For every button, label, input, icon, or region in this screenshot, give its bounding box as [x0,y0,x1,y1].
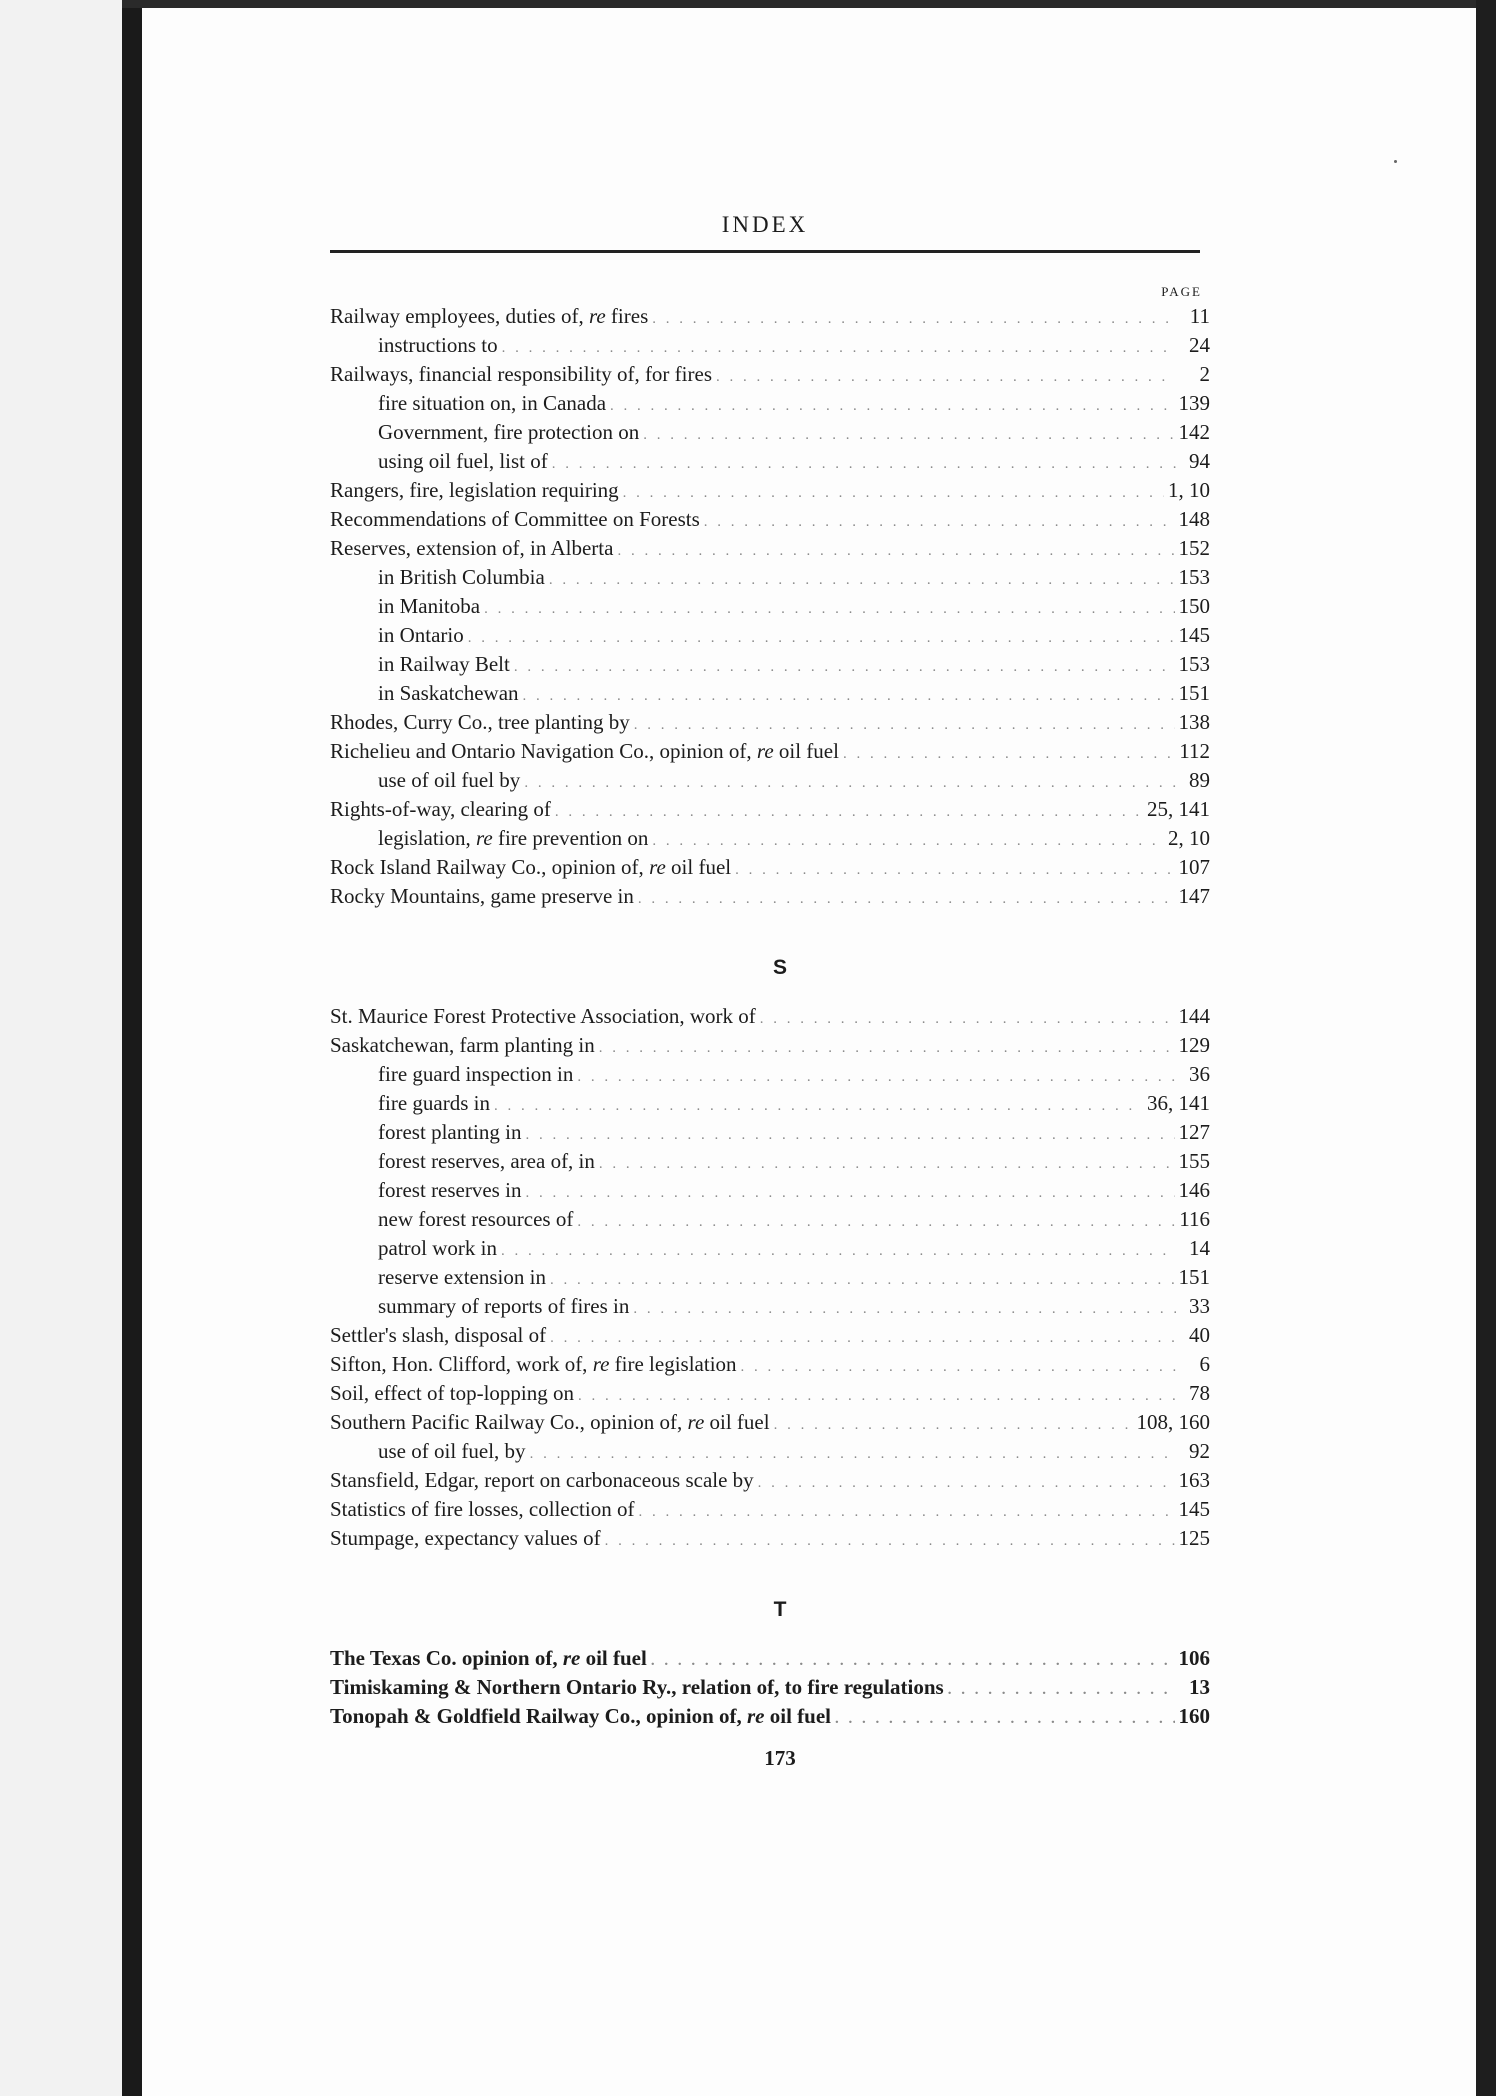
dot-leader [552,456,1176,473]
index-subentry [330,420,1210,449]
dot-leader [525,1185,1174,1202]
index-subentry [330,623,1210,652]
entry-page: 107 [1178,855,1210,879]
entry-page: 148 [1178,507,1210,531]
entry-text: Stumpage, expectancy values of [330,1526,601,1550]
index-subentry [330,449,1210,478]
index-entry [330,362,1210,391]
entry-text: patrol work in [378,1236,497,1260]
index-subentry [330,1294,1210,1323]
dot-leader [704,514,1175,531]
index-entry [330,1381,1210,1410]
index-entry [330,797,1210,826]
entry-text: Tonopah & Goldfield Railway Co., opinion of, re oil fuel [330,1704,831,1728]
dot-leader [555,804,1143,821]
entry-text: legislation, re fire prevention on [378,826,649,850]
entry-text: using oil fuel, list of [378,449,548,473]
dot-leader [760,1011,1175,1028]
index-subentry [330,594,1210,623]
entry-page: 25, 141 [1147,797,1210,821]
index-entry [330,855,1210,884]
index-entry [330,1352,1210,1381]
index-subentry [330,1178,1210,1207]
dot-leader [578,1388,1176,1405]
entry-page: 150 [1178,594,1210,618]
entry-page: 151 [1178,681,1210,705]
entry-page: 155 [1178,1149,1210,1173]
index-entry [330,507,1210,536]
dot-leader [735,862,1174,879]
index-subentry [330,1091,1210,1120]
entry-text: in Railway Belt [378,652,510,676]
dot-leader [550,1330,1176,1347]
entry-page: 145 [1178,1497,1210,1521]
page-column-head: PAGE [1161,284,1202,299]
entry-page: 152 [1178,536,1210,560]
entry-text: Timiskaming & Northern Ontario Ry., relation of, to fire regulations [330,1675,944,1699]
scan-speck [1394,160,1397,163]
section-letter-s: S [772,956,787,979]
entry-page: 129 [1178,1033,1210,1057]
index-entry [330,1675,1210,1704]
scan-top-edge [122,0,1496,8]
dot-leader [468,630,1175,647]
dot-leader [741,1359,1176,1376]
entry-page: 151 [1178,1265,1210,1289]
dot-leader [638,1504,1174,1521]
dot-leader [524,775,1176,792]
entry-text: Richelieu and Ontario Navigation Co., opinion of, re oil fuel [330,739,839,763]
index-subentry [330,333,1210,362]
entry-page: 160 [1178,1704,1210,1728]
index-subentry [330,1062,1210,1091]
scan-right-edge [1476,0,1496,2096]
entry-page: 116 [1179,1207,1210,1231]
index-subentry [330,1439,1210,1468]
dot-leader [633,1301,1176,1318]
entry-page: 138 [1178,710,1210,734]
entry-text: new forest resources of [378,1207,574,1231]
index-entry [330,710,1210,739]
index-section-r [330,304,1210,913]
entry-text: Railway employees, duties of, re fires [330,304,649,328]
index-entry [330,1704,1210,1733]
dot-leader [599,1156,1175,1173]
entry-page: 92 [1189,1439,1210,1463]
entry-text: fire guards in [378,1091,490,1115]
entry-page: 106 [1178,1646,1210,1670]
entry-page: 144 [1178,1004,1210,1028]
entry-text: Government, fire protection on [378,420,640,444]
index-entry [330,1468,1210,1497]
dot-leader [843,746,1175,763]
dot-leader [549,572,1175,589]
dot-leader [835,1711,1175,1728]
dot-leader [652,311,1176,328]
entry-text: fire guard inspection in [378,1062,574,1086]
head-rule [330,250,1200,253]
entry-page: 147 [1178,884,1210,908]
index-subentry [330,1265,1210,1294]
dot-leader [651,1653,1175,1670]
entry-page: 127 [1178,1120,1210,1144]
dot-leader [523,688,1175,705]
index-subentry [330,565,1210,594]
entry-text: in Saskatchewan [378,681,519,705]
entry-text: Southern Pacific Railway Co., opinion of, re oil fuel [330,1410,770,1434]
entry-page: 112 [1179,739,1210,763]
entry-page: 6 [1199,1352,1210,1376]
entry-text: reserve extension in [378,1265,546,1289]
entry-page: 153 [1178,652,1210,676]
index-entry [330,1033,1210,1062]
entry-text: St. Maurice Forest Protective Association, work of [330,1004,756,1028]
entry-page: 13 [1189,1675,1210,1699]
index-entry [330,478,1210,507]
entry-page: 1, 10 [1168,478,1210,502]
dot-leader [634,717,1175,734]
index-entry [330,884,1210,913]
entry-text: Recommendations of Committee on Forests [330,507,700,531]
index-entry [330,1323,1210,1352]
index-subentry [330,826,1210,855]
entry-page: 139 [1178,391,1210,415]
index-entry [330,536,1210,565]
dot-leader [610,398,1174,415]
entry-page: 40 [1189,1323,1210,1347]
dot-leader [617,543,1174,560]
entry-text: in Manitoba [378,594,481,618]
entry-text: Rock Island Railway Co., opinion of, re oil fuel [330,855,732,879]
entry-page: 125 [1178,1526,1210,1550]
index-entry [330,1526,1210,1555]
dot-leader [599,1040,1175,1057]
dot-leader [623,485,1164,502]
entry-text: in Ontario [378,623,464,647]
entry-page: 142 [1178,420,1210,444]
entry-page: 145 [1178,623,1210,647]
entry-page: 2, 10 [1168,826,1210,850]
index-subentry [330,1120,1210,1149]
entry-text: Rights-of-way, clearing of [330,797,551,821]
entry-page: 153 [1178,565,1210,589]
page-number: 173 [764,1746,796,1770]
dot-leader [530,1446,1176,1463]
entry-text: forest planting in [378,1120,522,1144]
dot-leader [494,1098,1143,1115]
entry-page: 36, 141 [1147,1091,1210,1115]
dot-leader [514,659,1175,676]
entry-page: 33 [1189,1294,1210,1318]
dot-leader [577,1214,1175,1231]
dot-leader [484,601,1174,618]
entry-page: 146 [1178,1178,1210,1202]
entry-text: Rhodes, Curry Co., tree planting by [330,710,630,734]
entry-text: use of oil fuel by [378,768,521,792]
index-entry [330,304,1210,333]
entry-text: Stansfield, Edgar, report on carbonaceous scale by [330,1468,754,1492]
entry-text: Reserves, extension of, in Alberta [330,536,614,560]
index-subentry [330,652,1210,681]
entry-text: summary of reports of fires in [378,1294,630,1318]
entry-page: 163 [1178,1468,1210,1492]
index-entry [330,1497,1210,1526]
entry-page: 89 [1189,768,1210,792]
index-entry [330,739,1210,768]
index-subentry [330,681,1210,710]
entry-text: in British Columbia [378,565,545,589]
entry-page: 108, 160 [1136,1410,1210,1434]
dot-leader [774,1417,1133,1434]
entry-text: forest reserves, area of, in [378,1149,595,1173]
dot-leader [525,1127,1174,1144]
dot-leader [643,427,1174,444]
scan-left-edge [122,0,142,2096]
dot-leader [758,1475,1175,1492]
entry-text: forest reserves in [378,1178,522,1202]
index-subentry [330,1236,1210,1265]
index-subentry [330,1207,1210,1236]
dot-leader [605,1533,1175,1550]
index-subentry [330,391,1210,420]
index-subentry [330,1149,1210,1178]
dot-leader [716,369,1176,386]
entry-page: 24 [1189,333,1210,357]
entry-text: use of oil fuel, by [378,1439,526,1463]
entry-text: Rocky Mountains, game preserve in [330,884,634,908]
section-letter-t: T [773,1598,787,1621]
dot-leader [652,833,1164,850]
dot-leader [501,1243,1176,1260]
entry-text: fire situation on, in Canada [378,391,607,415]
entry-text: Settler's slash, disposal of [330,1323,547,1347]
dot-leader [550,1272,1175,1289]
dot-leader [948,1682,1176,1699]
running-head: INDEX [721,212,809,237]
index-section-t [330,1646,1210,1733]
index-subentry [330,768,1210,797]
entry-page: 36 [1189,1062,1210,1086]
entry-page: 78 [1189,1381,1210,1405]
index-entry [330,1410,1210,1439]
entry-text: instructions to [378,333,498,357]
entry-page: 94 [1189,449,1210,473]
entry-text: The Texas Co. opinion of, re oil fuel [330,1646,647,1670]
entry-page: 14 [1189,1236,1210,1260]
entry-text: Rangers, fire, legislation requiring [330,478,619,502]
entry-text: Saskatchewan, farm planting in [330,1033,595,1057]
dot-leader [577,1069,1176,1086]
entry-text: Sifton, Hon. Clifford, work of, re fire legislation [330,1352,737,1376]
index-entry [330,1646,1210,1675]
entry-text: Statistics of fire losses, collection of [330,1497,635,1521]
index-entry [330,1004,1210,1033]
dot-leader [638,891,1175,908]
entry-page: 11 [1189,304,1210,328]
index-section-s [330,1004,1210,1555]
entry-page: 2 [1199,362,1210,386]
entry-text: Soil, effect of top-lopping on [330,1381,574,1405]
entry-text: Railways, financial responsibility of, for fires [330,362,712,386]
dot-leader [502,340,1176,357]
